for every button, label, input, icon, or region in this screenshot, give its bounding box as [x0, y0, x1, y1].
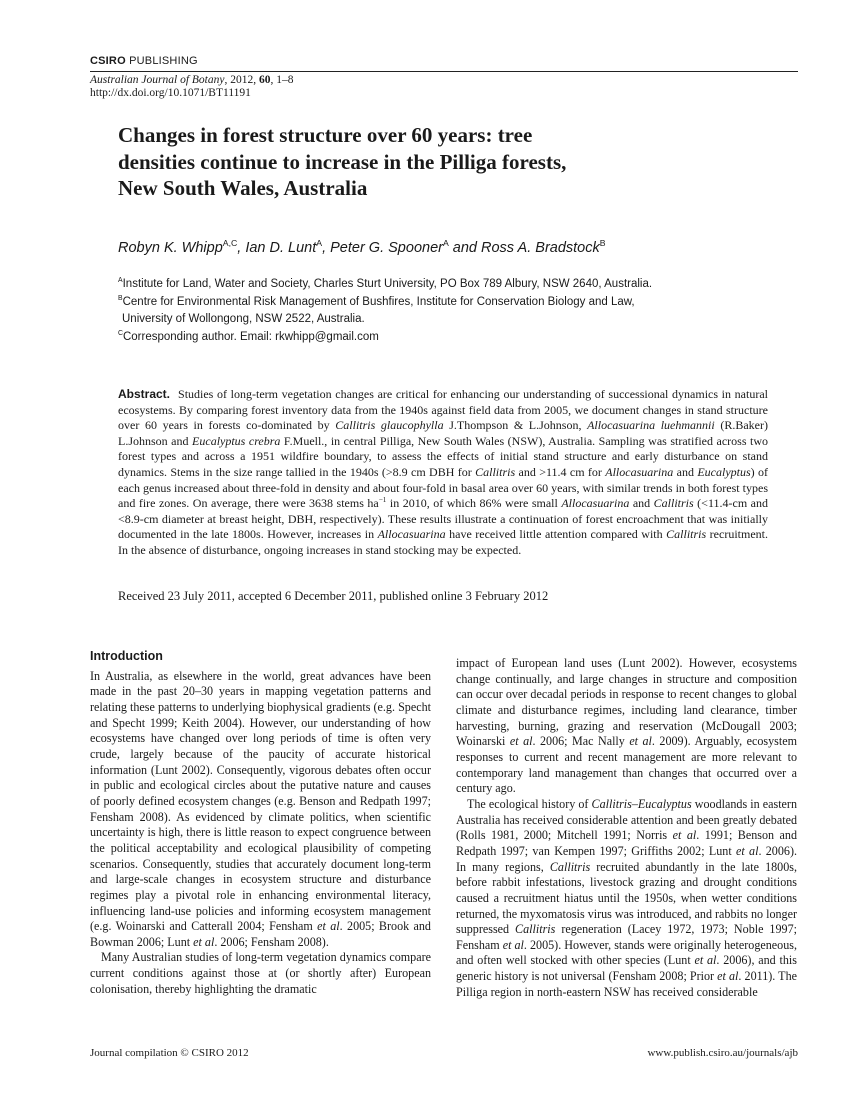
affiliation-b-cont: University of Wollongong, NSW 2522, Australia. — [122, 313, 365, 325]
received-dates: Received 23 July 2011, accepted 6 December 2011, published online 3 February 2012 — [118, 589, 549, 603]
volume-number: 60 — [258, 74, 271, 86]
body-column-left — [90, 649, 431, 997]
paragraph: impact of European land uses (Lunt 2002). However, ecosystems change continually, and large changes in structure and composition can occur over decadal periods in response to recent changes to global climate and disturbance regimes, including land clearance, timber harvesting, burning, grazing and reservation (McDougall 2003; Woinarski et al. 2006; Mac Nally et al. 2009). Arguably, ecosystem responses to current and recent management are more relevant to contemporary land management than changes that occurred over a century ago. — [456, 656, 797, 796]
article-title: Changes in forest structure over 60 years: tree densities continue to increase in the Pilliga forests, New South Wales, Australia — [118, 123, 567, 200]
paragraph: The ecological history of Callitris–Eucalyptus woodlands in eastern Australia has received considerable attention and been greatly debated (Rolls 1981, 2000; Mitchell 1991; Norris et al. 1991; Benson and Redpath 1997; van Kempen 1997; Griffiths 2002; Lunt et al. 2006). In many regions, Callitris recruited abundantly in the late 1800s, before rabbit infestations, livestock grazing and drought conditions caused a recruitment hiatus until the 1950s, when wetter conditions returned, the myxomatosis virus was introduced, and rabbits no longer suppressed Callitris regeneration (Lacey 1972, 1973; Noble 1997; Fensham et al. 2005). However, stands were originally heterogeneous, and often well stocked with other species (Lunt et al. 2006), and this generic history is not universal (Fensham 2008; Prior et al. 2011). The Pilliga region in north-eastern NSW has received considerable — [456, 796, 798, 999]
journal-name: Australian Journal of Botany — [90, 74, 225, 86]
affiliation-a: $^A$Institute for Land, Water and Society, Charles Sturt University, PO Box 789 Albury, NSW 2640, Australia. — [118, 277, 653, 290]
affiliations — [118, 276, 652, 346]
footer-copyright: Journal compilation © CSIRO 2012 — [90, 1047, 249, 1059]
paragraph: In Australia, as elsewhere in the world, great advances have been made in the past 20–30 years in mapping vegetation patterns and relating these patterns to underlying biophysical gradients (e.g. Specht and Specht 1999; Keith 2004). However, our understanding of how ecosystems have changed over long periods of time is often very crude, largely because of the paucity of accurate historical information (Lunt 2002). Consequently, vigorous debates often occur in public and ecological circles about the putative nature and causes of poorly defined ecosystem changes (e.g. Benson and Redpath 1997; Fensham 2008). As evidenced by climate politics, when scientific uncertainty is high, there is little reason to expect congruence between the political acceptability and ecological plausibility of competing scenarios. Consequently, studies that accurately document long-term and large-scale changes in ecosystem structure and disturbance regimes play a pivotal role in enhancing environmental literacy, influencing land-use policies and informing ecosystem management (e.g. Woinarski and Catterall 2004; Fensham et al. 2005; Brook and Bowman 2006; Lunt et al. 2006; Fensham 2008). — [90, 668, 431, 949]
journal-citation: Australian Journal of Botany, 2012, 60, 1–8 http://dx.doi.org/10.1071/BT11191 — [90, 74, 294, 99]
paragraph: Many Australian studies of long-term vegetation dynamics compare current conditions against those at (or shortly after) European colonisation, thereby highlighting the dramatic — [90, 950, 431, 996]
affiliation-b: $^B$Centre for Environmental Risk Management of Bushfires, Institute for Conservation Biology and Law, — [118, 294, 635, 308]
publisher-name-rest: PUBLISHING — [125, 55, 198, 67]
footer-url[interactable]: www.publish.csiro.au/journals/ajb — [647, 1047, 798, 1059]
publisher-name-bold: CSIRO — [90, 55, 126, 67]
author-list: Robyn K. Whipp$^{A,C}$, Ian D. Lunt$^A$, Peter G. Spooner$^A$ and Ross A. Bradstock$^B$ — [118, 238, 606, 256]
doi-link[interactable]: http://dx.doi.org/10.1071/BT11191 — [90, 87, 251, 99]
abstract: Abstract. Studies of long-term vegetation changes are critical for enhancing our understanding of successional dynamics in natural ecosystems. By comparing forest inventory data from the 1940s against field data from 2005, we document changes in stand structure over 60 years in forests co-dominated by Callitris glaucophylla J.Thompson & L.Johnson, Allocasuarina luehmannii (R.Baker) L.Johnson and Eucalyptus crebra F.Muell., in central Pilliga, New South Wales (NSW), Australia. Sampling was stratified across two forest types and across a 1951 wildfire boundary, to assess the effects of initial stand structure and early disturbance on stand dynamics. Stems in the size range tallied in the 1940s (>8.9 cm DBH for Callitris and >11.4 cm for Allocasuarina and Eucalyptus) of each genus increased about three-fold in density and about four-fold in basal area over 60 years, with similar trends in both forest types and fire zones. On average, there were 3638 stems $ha^{-1}$ in 2010, of which 86% were small Allocasuarina and Callitris (<11.4-cm and <8.9-cm diameter at breast height, DBH, respectively). These results illustrate a continuation of forest encroachment that was initially documented in the late 1800s. However, increases in Allocasuarina have received little attention compared with Callitris recruitment. In the absence of disturbance, ongoing increases in stand stocking may be expected. — [118, 387, 769, 557]
abstract-label: Abstract. — [118, 387, 171, 401]
publisher-banner — [90, 55, 198, 67]
body-column-right — [456, 656, 797, 1000]
affiliation-c: $^C$Corresponding author. Email: rkwhipp@gmail.com — [118, 329, 379, 343]
header-rule — [90, 71, 798, 72]
section-heading-introduction: Introduction — [90, 649, 163, 663]
